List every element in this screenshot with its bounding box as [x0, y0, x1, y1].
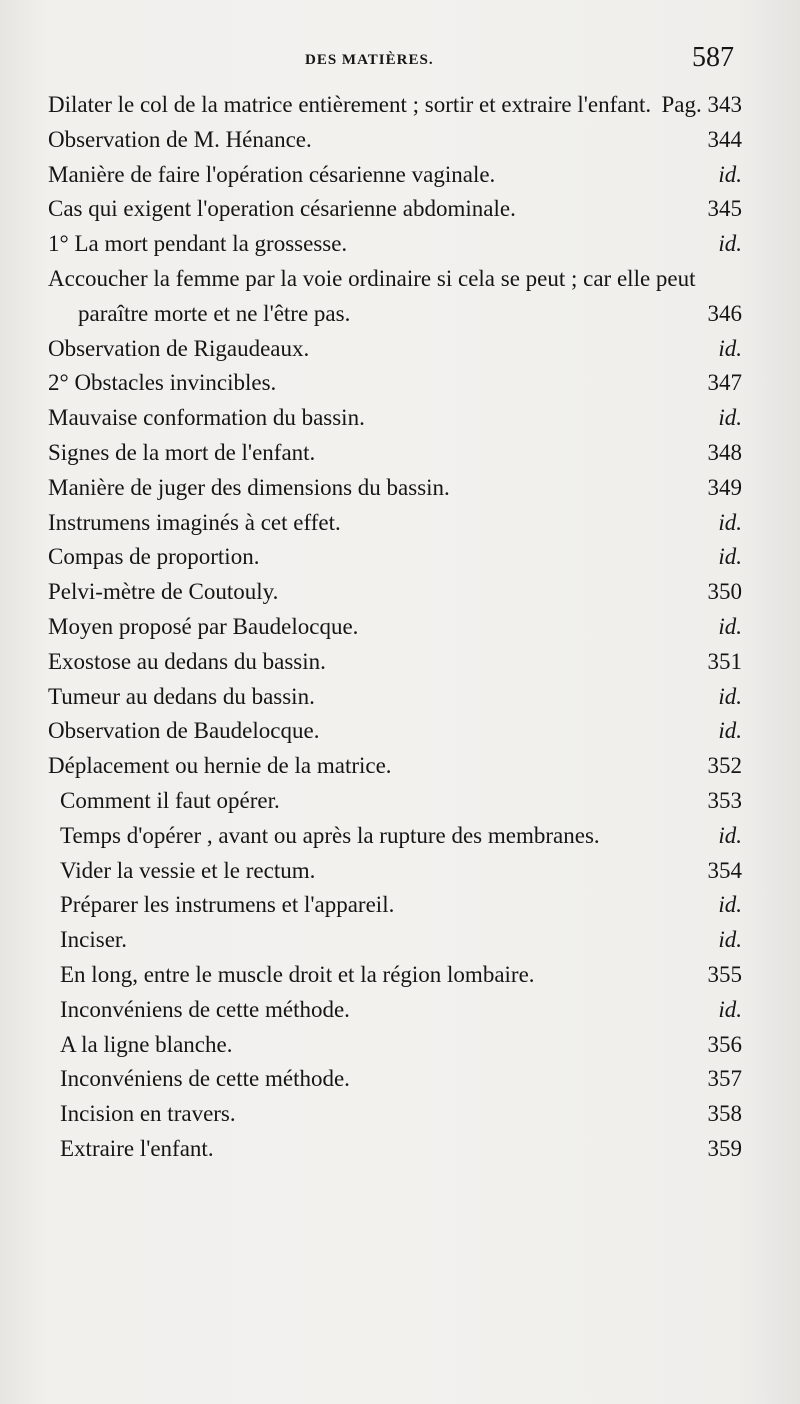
toc-entry: [0, 471, 800, 506]
toc-entry-page-ref: 349: [707, 474, 742, 500]
toc-entry-page-ref: 357: [707, 1066, 742, 1092]
toc-entry-page-ref: 351: [707, 648, 742, 674]
toc-entry: [0, 366, 800, 401]
toc-entry-page-ref: 354: [707, 857, 742, 883]
toc-entry: [0, 680, 800, 715]
running-title: DES MATIÈRES.: [305, 52, 434, 68]
toc-entry: [0, 784, 800, 819]
toc-entry: [0, 332, 800, 367]
toc-entry: [0, 993, 800, 1028]
toc-entry: [0, 1097, 800, 1132]
toc-entry: [0, 227, 800, 262]
toc-entry-text: Pelvi-mètre de Coutouly.: [48, 579, 279, 605]
toc-entry-page-ref: 359: [707, 1135, 742, 1161]
page-header: [0, 42, 800, 82]
toc-entry-text: 1° La mort pendant la grossesse.: [48, 231, 348, 257]
toc-entry-page-ref: id.: [718, 509, 742, 535]
toc-entry-page-ref: id.: [718, 822, 742, 848]
toc-entry-page-ref: id.: [718, 718, 742, 744]
toc-entry-page-ref: 347: [707, 370, 742, 396]
toc-entry-text: En long, entre le muscle droit et la région lombaire.: [60, 961, 535, 987]
toc-entry-text: Moyen proposé par Baudelocque.: [48, 613, 359, 639]
toc-entry: [0, 192, 800, 227]
toc-entry-page-ref: id.: [718, 544, 742, 570]
toc-entry-text: A la ligne blanche.: [60, 1031, 233, 1057]
toc-entry: [0, 262, 800, 332]
toc-entry: [0, 540, 800, 575]
toc-entry: [0, 123, 800, 158]
toc-entry-page-ref: 348: [707, 439, 742, 465]
toc-entry-text: Observation de Rigaudeaux.: [48, 335, 310, 361]
toc-entry-text: Comment il faut opérer.: [60, 787, 280, 813]
page-number: 587: [692, 42, 734, 73]
toc-entry: [0, 1062, 800, 1097]
toc-entry-text: Extraire l'enfant.: [60, 1135, 214, 1161]
toc-entry-page-ref: 353: [707, 787, 742, 813]
toc-entry: [0, 923, 800, 958]
toc-entry-text: Exostose au dedans du bassin.: [48, 648, 326, 674]
toc-entry: [0, 888, 800, 923]
toc-entry-text: Tumeur au dedans du bassin.: [48, 683, 315, 709]
toc-entry-text: Vider la vessie et le rectum.: [60, 857, 316, 883]
toc-entry-text: Temps d'opérer , avant ou après la rupture des membranes.: [60, 822, 600, 848]
toc-entry: [0, 819, 800, 854]
toc-entry-page-ref: 345: [707, 196, 742, 222]
toc-entry: [0, 1132, 800, 1167]
toc-entry-page-ref: 344: [707, 126, 742, 152]
toc-entry-page-ref: 352: [707, 753, 742, 779]
toc-entry-page-ref: id.: [718, 927, 742, 953]
toc-entry-page-ref: 358: [707, 1101, 742, 1127]
toc-entry: [0, 88, 800, 123]
toc-entry: [0, 1028, 800, 1063]
toc-entry-text: Compas de proportion.: [48, 544, 260, 570]
toc-entry-text: Accoucher la femme par la voie ordinaire si cela se peut ; car elle peut paraître morte et ne l'être pas.: [48, 265, 696, 326]
toc-entry-text: 2° Obstacles invincibles.: [48, 370, 277, 396]
toc-entry-text: Préparer les instrumens et l'appareil.: [60, 892, 395, 918]
toc-entry-page-ref: id.: [718, 335, 742, 361]
toc-entry: [0, 645, 800, 680]
toc-entry-text: Dilater le col de la matrice entièrement ; sortir et extraire l'enfant.: [48, 92, 652, 117]
toc-entry-text: Manière de faire l'opération césarienne vaginale.: [48, 161, 496, 187]
toc-entry: [0, 749, 800, 784]
toc-entry-text: Inconvéniens de cette méthode.: [60, 1066, 350, 1092]
toc-entry-page-ref: id.: [718, 892, 742, 918]
toc-entry: [0, 436, 800, 471]
toc-entry-page-ref: 346: [707, 300, 742, 326]
toc-entry-text: Mauvaise conformation du bassin.: [48, 405, 365, 431]
toc-entry-text: Incision en travers.: [60, 1101, 236, 1127]
toc-entry-text: Cas qui exigent l'operation césarienne abdominale.: [48, 196, 516, 222]
toc-entry-page-ref: id.: [718, 683, 742, 709]
toc-entry-page-ref: Pag. 343: [661, 92, 742, 117]
toc-entry: [0, 610, 800, 645]
table-of-contents: [0, 88, 800, 1167]
toc-entry-page-ref: 355: [707, 961, 742, 987]
toc-entry-text: Signes de la mort de l'enfant.: [48, 439, 316, 465]
toc-entry-text: Observation de M. Hénance.: [48, 126, 312, 152]
toc-entry: [0, 506, 800, 541]
toc-entry-page-ref: id.: [718, 161, 742, 187]
toc-entry-page-ref: 356: [707, 1031, 742, 1057]
toc-entry-text: Manière de juger des dimensions du bassin.: [48, 474, 450, 500]
toc-entry: [0, 575, 800, 610]
toc-entry-text: Observation de Baudelocque.: [48, 718, 320, 744]
toc-entry: [0, 854, 800, 889]
toc-entry-page-ref: id.: [718, 996, 742, 1022]
toc-entry-text: Inciser.: [60, 927, 128, 953]
toc-entry-page-ref: id.: [718, 405, 742, 431]
toc-entry: [0, 401, 800, 436]
toc-entry: [0, 958, 800, 993]
toc-entry: [0, 158, 800, 193]
toc-entry-page-ref: id.: [718, 231, 742, 257]
toc-entry-page-ref: 350: [707, 579, 742, 605]
toc-entry: [0, 714, 800, 749]
toc-entry-text: Instrumens imaginés à cet effet.: [48, 509, 341, 535]
toc-entry-text: Inconvéniens de cette méthode.: [60, 996, 350, 1022]
toc-entry-text: Déplacement ou hernie de la matrice.: [48, 753, 392, 779]
toc-entry-page-ref: id.: [718, 613, 742, 639]
